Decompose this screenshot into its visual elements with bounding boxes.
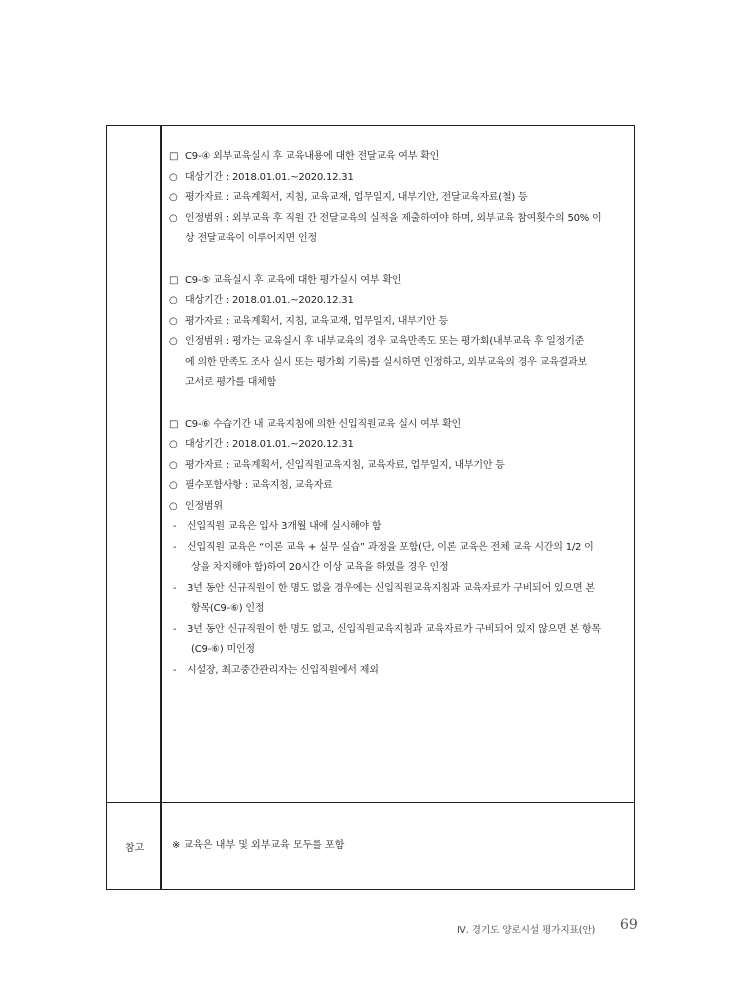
- list-item: [169, 209, 629, 230]
- circle-mark: ○: [169, 439, 178, 450]
- circle-mark: ○: [169, 295, 178, 306]
- reference-note: ※ 교육은 내부 및 외부교육 모두를 포함: [172, 840, 345, 851]
- list-item: [169, 332, 629, 353]
- circle-mark: ○: [169, 500, 178, 512]
- list-item: [169, 476, 629, 497]
- list-item: [169, 312, 629, 333]
- circle-mark: ○: [169, 171, 178, 183]
- section-c9-4: [169, 147, 629, 250]
- dash-continuation: 상을 차지해야 함)하여 20시간 이상 교육을 하였을 경우 인정: [191, 562, 449, 573]
- reference-label-text: 참고: [124, 842, 145, 854]
- section-header: [169, 271, 629, 292]
- circle-mark: ○: [169, 336, 178, 347]
- dash-text: 3년 동안 신규직원이 한 명도 없고, 신입직원교육지침과 교육자료가 구비되어 있지 않으면 본 항목: [187, 623, 601, 635]
- checkbox-mark: □: [169, 418, 179, 430]
- evaluation-table: [106, 125, 635, 890]
- footer-title: Ⅳ. 경기도 양로시설 평가지표(안): [457, 925, 596, 936]
- label-column: [107, 126, 162, 889]
- dash-mark: -: [173, 541, 177, 553]
- list-item: [169, 168, 629, 189]
- item-text: 인정범위: [185, 500, 223, 512]
- circle-mark: ○: [169, 212, 178, 224]
- dash-text: 신입직원 교육은 입사 3개월 내에 실시해야 함: [187, 521, 382, 532]
- dash-mark: -: [173, 664, 177, 676]
- reference-label: [107, 802, 162, 890]
- list-item: [169, 456, 629, 477]
- list-item: [169, 497, 629, 518]
- item-text: 대상기간 : 2018.01.01.~2020.12.31: [185, 171, 354, 183]
- item-continuation: 상 전달교육이 이루어지면 인정: [185, 233, 317, 244]
- dash-continuation: 항목(C9-⑥) 인정: [191, 603, 265, 614]
- section-c9-6: [169, 415, 629, 682]
- dash-item: [169, 579, 629, 600]
- item-continuation: 고서로 평가를 대체함: [185, 377, 277, 388]
- list-item: [169, 435, 629, 456]
- page-number: 69: [620, 917, 638, 933]
- circle-mark: ○: [169, 192, 178, 203]
- item-text: 대상기간 : 2018.01.01.~2020.12.31: [185, 439, 354, 450]
- item-continuation: 에 의한 만족도 조사 실시 또는 평가회 기록)를 실시하면 인정하고, 외부교육의 경우 교육결과보: [185, 356, 587, 368]
- dash-text: 시설장, 최고중간관리자는 신입직원에서 제외: [187, 664, 379, 676]
- item-text: 대상기간 : 2018.01.01.~2020.12.31: [185, 295, 354, 306]
- item-text: 평가자료 : 교육계획서, 지침, 교육교재, 업무일지, 내부기안 등: [185, 315, 448, 327]
- section-title: C9-⑤ 교육실시 후 교육에 대한 평가실시 여부 확인: [185, 274, 402, 286]
- item-text: 평가자료 : 교육계획서, 지침, 교육교재, 업무일지, 내부기안, 전달교육자료(철) 등: [185, 192, 528, 203]
- section-header: [169, 415, 629, 436]
- dash-mark: -: [173, 582, 177, 594]
- item-text: 인정범위 : 평가는 교육실시 후 내부교육의 경우 교육만족도 또는 평가회(내부교육 후 일정기준: [185, 336, 585, 347]
- dash-text: 3년 동안 신규직원이 한 명도 없을 경우에는 신입직원교육지침과 교육자료가 구비되어 있으면 본: [187, 582, 595, 594]
- dash-text: 신입직원 교육은 “이론 교육 + 실무 실습” 과정을 포함(단, 이론 교육은 전체 교육 시간의 1/2 이: [187, 541, 594, 553]
- circle-mark: ○: [169, 315, 178, 327]
- circle-mark: ○: [169, 480, 178, 491]
- section-title: C9-④ 외부교육실시 후 교육내용에 대한 전달교육 여부 확인: [185, 151, 440, 162]
- section-header: [169, 147, 629, 168]
- item-text: 필수포함사항 : 교육지침, 교육자료: [185, 480, 333, 491]
- item-text: 평가자료 : 교육계획서, 신입직원교육지침, 교육자료, 업무일지, 내부기안 등: [185, 459, 505, 471]
- item-text: 인정범위 : 외부교육 후 직원 간 전달교육의 실적을 제출하여야 하며, 외부교육 참여횟수의 50% 이: [185, 212, 602, 224]
- dash-item: [169, 661, 629, 682]
- list-item: [169, 188, 629, 209]
- dash-continuation: (C9-⑥) 미인정: [191, 644, 255, 655]
- dash-item: [169, 620, 629, 641]
- checkbox-mark: □: [169, 151, 179, 162]
- row-divider: [107, 802, 634, 803]
- checkbox-mark: □: [169, 274, 179, 286]
- dash-mark: -: [173, 623, 177, 635]
- list-item: [169, 291, 629, 312]
- dash-item: [169, 538, 629, 559]
- section-title: C9-⑥ 수습기간 내 교육지침에 의한 신입직원교육 실시 여부 확인: [185, 418, 461, 430]
- dash-mark: -: [173, 521, 177, 532]
- section-c9-5: [169, 271, 629, 394]
- dash-item: [169, 517, 629, 538]
- criteria-content: [169, 147, 629, 702]
- circle-mark: ○: [169, 459, 178, 471]
